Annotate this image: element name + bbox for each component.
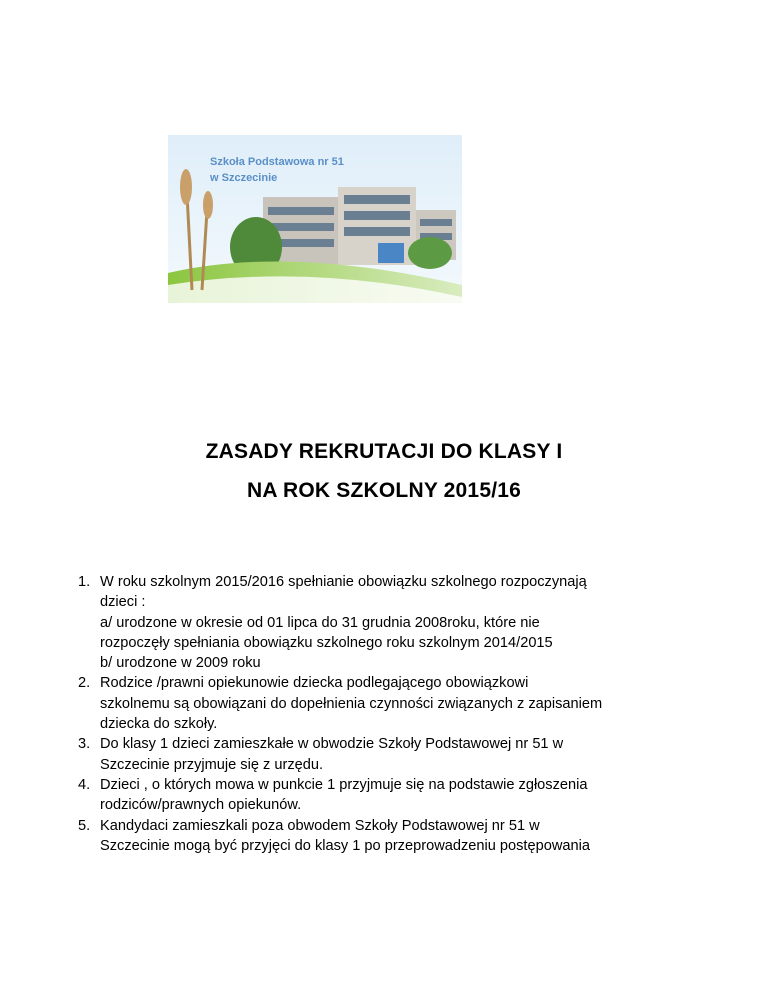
rule-number: 1.: [78, 574, 91, 590]
rule-text-line: Dzieci , o których mowa w punkcie 1 przyjmuje się na podstawie zgłoszenia: [100, 776, 588, 793]
logo-text-line2: w Szczecinie: [210, 172, 278, 184]
rule-text-line: dziecka do szkoły.: [100, 716, 218, 733]
rule-text-line: W roku szkolnym 2015/2016 spełnianie obowiązku szkolnego rozpoczynają: [100, 574, 587, 590]
document-title-line2: NA ROK SZKOLNY 2015/16: [247, 479, 521, 502]
rule-text-line: szkolnemu są obowiązani do dopełnienia czynności związanych z zapisaniem: [100, 695, 603, 712]
rule-item-5: [78, 816, 698, 857]
rule-text-line: dzieci :: [100, 594, 146, 611]
rule-text-line: rodziców/prawnych opiekunów.: [100, 797, 302, 814]
school-building-illustration: [168, 135, 462, 303]
rule-text-line: Szczecinie przyjmuje się z urzędu.: [100, 756, 324, 773]
rule-item-2: [78, 673, 698, 734]
rule-number: 5.: [78, 817, 91, 834]
rule-number: 2.: [78, 675, 91, 692]
rule-text-line: a/ urodzone w okresie od 01 lipca do 31 grudnia 2008roku, które nie: [100, 614, 540, 631]
rule-number: 4.: [78, 776, 91, 793]
rule-item-1: [78, 572, 698, 673]
rule-number: 3.: [78, 736, 91, 753]
rule-text-line: Kandydaci zamieszkali poza obwodem Szkoły Podstawowej nr 51 w: [100, 817, 540, 834]
rule-text-line: Rodzice /prawni opiekunowie dziecka podlegającego obowiązkowi: [100, 675, 529, 692]
logo-text-line1: Szkoła Podstawowa nr 51: [210, 156, 344, 168]
rule-item-3: [78, 734, 698, 775]
rule-text-line: Szczecinie mogą być przyjęci do klasy 1 po przeprowadzeniu postępowania: [100, 837, 590, 854]
rule-text-line: rozpoczęły spełniania obowiązku szkolnego roku szkolnym 2014/2015: [100, 634, 553, 651]
document-title-line1: ZASADY REKRUTACJI DO KLASY I: [205, 440, 563, 463]
recruitment-rules-list: [78, 572, 698, 856]
rule-text-line: Do klasy 1 dzieci zamieszkałe w obwodzie Szkoły Podstawowej nr 51 w: [100, 736, 564, 753]
rule-item-4: [78, 775, 698, 816]
rule-text-line: b/ urodzone w 2009 roku: [100, 655, 261, 672]
school-header-image: [168, 135, 462, 303]
